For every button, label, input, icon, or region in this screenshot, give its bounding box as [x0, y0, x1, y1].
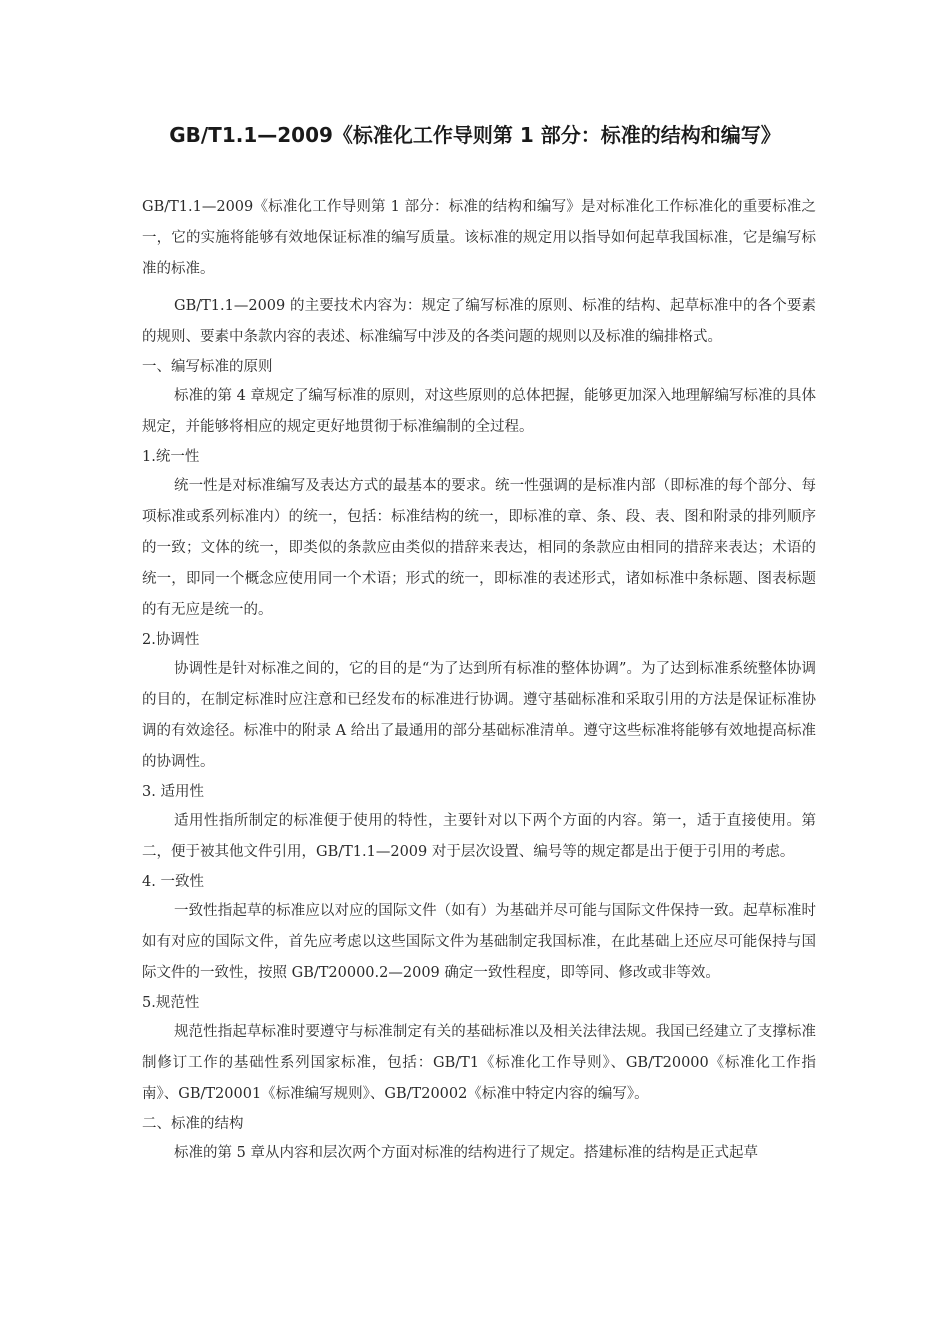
subheading-normativity: 5.规范性 [142, 995, 200, 1011]
intro-paragraph: GB/T1.1—2009《标准化工作导则第 1 部分：标准的结构和编写》是对标准化工作标准化的重要标准之一，它的实施将能够有效地保证标准的编写质量。该标准的规定用以指导如何起草我国标准，它是编写标准的标准。 [142, 199, 816, 277]
subheading-uniformity: 1.统一性 [142, 449, 200, 465]
consistency-paragraph: 一致性指起草的标准应以对应的国际文件（如有）为基础并尽可能与国际文件保持一致。起草标准时如有对应的国际文件，首先应考虑以这些国际文件为基础制定我国标准，在此基础上还应尽可能保持与国际文件的一致性，按照 GB/T20000.2—2009 确定一致性程度，即等同、修改或非等效。 [142, 903, 816, 981]
normativity-paragraph: 规范性指起草标准时要遵守与标准制定有关的基础标准以及相关法律法规。我国已经建立了支撑标准制修订工作的基础性系列国家标准，包括：GB/T1《标准化工作导则》、GB/T20000《标准化工作指南》、GB/T20001《标准编写规则》、GB/T20002《标准中特定内容的编写》。 [142, 1024, 816, 1102]
subheading-applicability: 3. 适用性 [142, 784, 204, 800]
coherence-paragraph: 协调性是针对标准之间的，它的目的是“为了达到所有标准的整体协调”。为了达到标准系统整体协调的目的，在制定标准时应注意和已经发布的标准进行协调。遵守基础标准和采取引用的方法是保证标准协调的有效途径。标准中的附录 A 给出了最通用的部分基础标准清单。遵守这些标准将能够有效地提高标准的协调性。 [142, 661, 816, 770]
principles-paragraph: 标准的第 4 章规定了编写标准的原则，对这些原则的总体把握，能够更加深入地理解编写标准的具体规定，并能够将相应的规定更好地贯彻于标准编制的全过程。 [142, 388, 816, 435]
section-heading-structure: 二、标准的结构 [142, 1116, 244, 1132]
section-heading-principles: 一、编写标准的原则 [142, 359, 273, 375]
tech-content-paragraph: GB/T1.1—2009 的主要技术内容为：规定了编写标准的原则、标准的结构、起草标准中的各个要素的规则、要素中条款内容的表述、标准编写中涉及的各类问题的规则以及标准的编排格式。 [142, 298, 816, 345]
applicability-paragraph: 适用性指所制定的标准便于使用的特性，主要针对以下两个方面的内容。第一，适于直接使用。第二，便于被其他文件引用，GB/T1.1—2009 对于层次设置、编号等的规定都是出于便于引用的考虑。 [142, 813, 816, 860]
document-title: GB/T1.1—2009《标准化工作导则第 1 部分：标准的结构和编写》 [169, 123, 781, 147]
uniformity-paragraph: 统一性是对标准编写及表达方式的最基本的要求。统一性强调的是标准内部（即标准的每个部分、每项标准或系列标准内）的统一，包括：标准结构的统一，即标准的章、条、段、表、图和附录的排列顺序的一致；文体的统一，即类似的条款应由类似的措辞来表达，相同的条款应由相同的措辞来表达；术语的统一，即同一个概念应使用同一个术语；形式的统一，即标准的表述形式，诸如标准中条标题、图表标题的有无应是统一的。 [142, 478, 816, 618]
structure-paragraph: 标准的第 5 章从内容和层次两个方面对标准的结构进行了规定。搭建标准的结构是正式起草 [174, 1145, 758, 1161]
document-body [142, 192, 816, 1169]
subheading-consistency: 4. 一致性 [142, 874, 204, 890]
subheading-coherence: 2.协调性 [142, 632, 200, 648]
